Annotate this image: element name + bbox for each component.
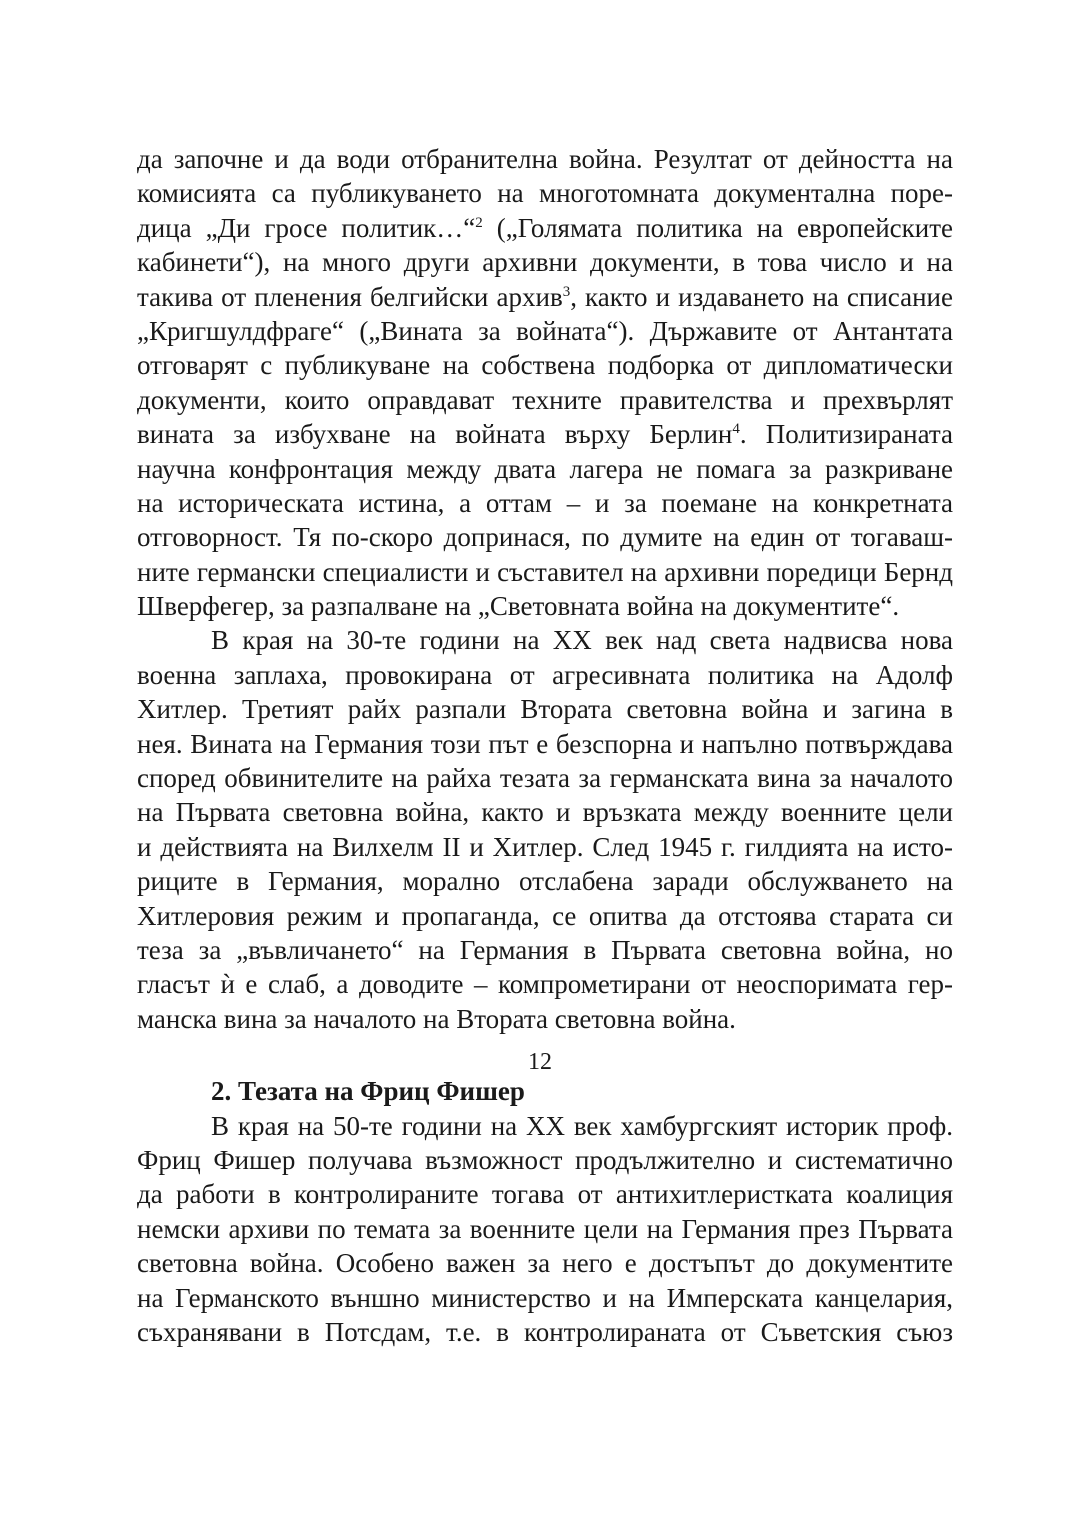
- text-line: гласът ѝ е слаб, а доводите – компрометирани от неоспоримата гер-: [137, 969, 953, 1000]
- text-line: ните германски специалисти и съставител на архивни поредици Бернд: [137, 556, 953, 587]
- text-line: Шверфегер, за разпалване на „Световната война на документите“.: [137, 591, 900, 622]
- text-fragment: . Политизираната: [739, 419, 953, 450]
- text-line: документи, които оправдават техните правителства и прехвърлят: [137, 384, 953, 415]
- text-line: В края на 50-те години на XX век хамбургският историк проф.: [211, 1110, 953, 1141]
- text-line: теза за „въвличането“ на Германия в Първата световна война, но: [137, 934, 953, 965]
- text-line: на историческата истина, а оттам – и за поемане на конкретната: [137, 487, 953, 518]
- text-line: немски архиви по темата за военните цели на Германия през Първата: [137, 1213, 953, 1244]
- section-heading: 2. Тезата на Фриц Фишер: [211, 1076, 525, 1107]
- footnote-ref-2[interactable]: 2: [475, 214, 483, 231]
- paragraph-2: [137, 623, 953, 1036]
- text-line: Хитлер. Третият райх разпали Втората световна война и загина в: [137, 694, 953, 725]
- page-body: [137, 142, 953, 1349]
- text-line: и действията на Вилхелм II и Хитлер. След 1945 г. гилдията на исто-: [137, 831, 953, 862]
- paragraph-1: [137, 142, 953, 623]
- text-line: научна конфронтация между двата лагера не помага за разкриване: [137, 453, 953, 484]
- text-line: на Първата световна война, както и връзката между военните цели: [137, 797, 953, 828]
- text-line: на Германското външно министерство и на Имперската канцелария,: [137, 1282, 953, 1313]
- text-line: манска вина за началото на Втората световна война.: [137, 1003, 736, 1034]
- text-line: нея. Вината на Германия този път е безспорна и напълно потвърждава: [137, 728, 953, 759]
- text-line: да започне и да води отбранителна война. Резултат от дейността на: [137, 144, 953, 174]
- text-fragment: дица „Ди гросе политик…“: [137, 212, 476, 243]
- page-number: 12: [528, 1049, 552, 1075]
- text-line: съхранявани в Потсдам, т.е. в контролираната от Съветския съюз: [137, 1316, 953, 1347]
- text-line: кабинети“), на много други архивни документи, в това число и на: [137, 247, 953, 278]
- section-2: [137, 1074, 953, 1349]
- text-fragment: вината за избухване на войната върху Берлин: [137, 419, 733, 450]
- text-line: отговарят с публикуване на собствена подборка от дипломатически: [137, 350, 953, 381]
- text-line: „Кригшулдфраге“ („Вината за войната“). Държавите от Антантата: [137, 315, 953, 346]
- text-line: да работи в контролираните тогава от антихитлеристката коалиция: [137, 1179, 953, 1210]
- text-fragment: („Голямата политика на европейските: [482, 212, 953, 243]
- text-line: комисията са публикуването на многотомната документална поре-: [137, 178, 953, 209]
- text-line-with-footnote: [137, 417, 953, 451]
- text-line: световна война. Особено важен за него е достъпът до документите: [137, 1248, 953, 1279]
- text-line: според обвинителите на райха тезата за германската вина за началото: [137, 763, 953, 794]
- text-line: военна заплаха, провокирана от агресивната политика на Адолф: [137, 659, 953, 690]
- text-line-with-footnote: [137, 211, 953, 245]
- text-line: В края на 30-те години на XX век над света надвисва нова: [211, 625, 953, 656]
- text-line-with-footnote: [137, 280, 953, 314]
- footnote-ref-3[interactable]: 3: [562, 283, 571, 300]
- text-line: отговорност. Тя по-скоро допринася, по думите на един от тогаваш-: [137, 522, 953, 553]
- text-fragment: , както и издаването на списание: [570, 281, 953, 312]
- text-line: риците в Германия, морално отслабена заради обслужването на: [137, 866, 953, 897]
- text-line: Хитлеровия режим и пропаганда, се опитва да отстоява старата си: [137, 900, 953, 931]
- text-line: Фриц Фишер получава възможност продължително и систематично: [137, 1144, 953, 1175]
- footnote-ref-4[interactable]: 4: [732, 421, 740, 438]
- text-fragment: такива от пленения белгийски архив: [137, 281, 563, 312]
